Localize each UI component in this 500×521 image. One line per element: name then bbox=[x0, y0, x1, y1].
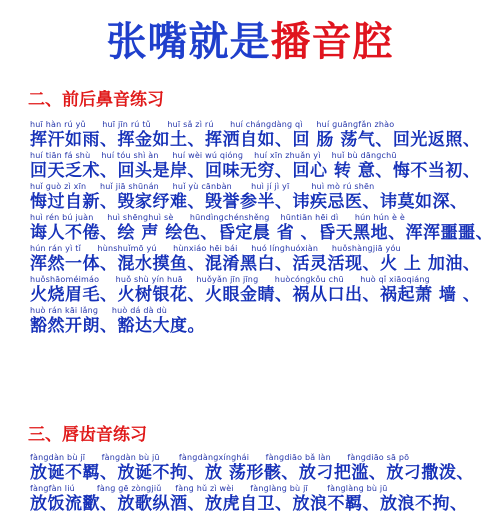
idiom-line: 火烧眉毛、火树银花、火眼金睛、祸从口出、祸起萧 墙 、 bbox=[30, 285, 481, 305]
nasal-practice-list bbox=[30, 120, 495, 337]
idiom-line: 回天乏术、回头是岸、回味无穷、回心 转 意、悔不当初、 bbox=[30, 161, 481, 181]
page-title bbox=[0, 18, 500, 66]
title-part-blue: 张嘴就是 bbox=[106, 19, 271, 65]
idiom-line: 悔过自新、毁家纾难、毁誉参半、讳疾忌医、讳莫如深、 bbox=[30, 192, 468, 212]
pinyin-line: huǒshāoméimáo huǒ shù yín huā huǒyǎn jīn jīnɡ huòcónɡkǒu chū huò qǐ xiāoqiánɡ bbox=[30, 275, 430, 284]
pinyin-line: huí tiān fá shù huí tóu shì àn huí wèi wú qiónɡ huí xīn zhuǎn yì huǐ bù dānɡchū bbox=[30, 151, 397, 160]
section-heading-nasal: 二、前后鼻音练习 bbox=[28, 90, 164, 110]
pinyin-line: huǐ ɡuò zì xīn huǐ jiā shūnán huǐ yù cānbàn huì jí jì yī huì mò rú shēn bbox=[30, 182, 375, 191]
practice-line bbox=[30, 244, 495, 275]
section-heading-labiodental: 三、唇齿音练习 bbox=[28, 425, 147, 445]
practice-line bbox=[30, 306, 495, 337]
pinyin-line: hún rán yì tǐ hùnshuǐmō yú hùnxiáo hēi bái huó línɡhuóxiàn huǒshànɡjiā yóu bbox=[30, 244, 401, 253]
practice-line bbox=[30, 484, 495, 515]
pinyin-line: fànɡdàn bù jī fànɡdàn bù jū fànɡdànɡxínɡhái fànɡdiāo bǎ làn fànɡdiāo sā pō bbox=[30, 453, 410, 462]
practice-line bbox=[30, 453, 495, 484]
labiodental-practice-list bbox=[30, 453, 495, 515]
idiom-line: 诲人不倦、绘 声 绘色、昏定晨 省 、昏天黑地、浑浑噩噩、 bbox=[30, 223, 494, 243]
practice-line bbox=[30, 275, 495, 306]
idiom-line: 挥汗如雨、挥金如土、挥洒自如、回 肠 荡气、回光返照、 bbox=[30, 130, 481, 150]
pinyin-line: fànɡfàn liú fànɡ ɡē zònɡjiǔ fànɡ hǔ zì wèi fànɡlànɡ bù jī fànɡlànɡ bù jū bbox=[30, 484, 388, 493]
idiom-line: 放诞不羁、放诞不拘、放 荡形骸、放刁把滥、放刁撒泼、 bbox=[30, 463, 474, 483]
title-part-red: 播音腔 bbox=[270, 19, 394, 65]
practice-line bbox=[30, 120, 495, 151]
idiom-line: 放饭流歠、放歌纵酒、放虎自卫、放浪不羁、放浪不拘、 bbox=[30, 494, 468, 514]
pinyin-line: huò rán kāi lǎnɡ huò dá dà dù bbox=[30, 306, 168, 315]
practice-line bbox=[30, 213, 495, 244]
pinyin-line: huī hàn rú yǔ huī jīn rú tǔ huī sǎ zì rú huí chánɡdànɡ qì huí ɡuānɡfǎn zhào bbox=[30, 120, 395, 129]
idiom-line: 豁然开朗、豁达大度。 bbox=[30, 316, 205, 336]
idiom-line: 浑然一体、混水摸鱼、混淆黑白、活灵活现、火 上 加油、 bbox=[30, 254, 481, 274]
pinyin-line: huì rén bú juàn huì shēnɡhuì sè hūndìnɡchénshěnɡ hūntiān hēi dì hún hún è è bbox=[30, 213, 405, 222]
practice-line bbox=[30, 151, 495, 182]
practice-line bbox=[30, 182, 495, 213]
